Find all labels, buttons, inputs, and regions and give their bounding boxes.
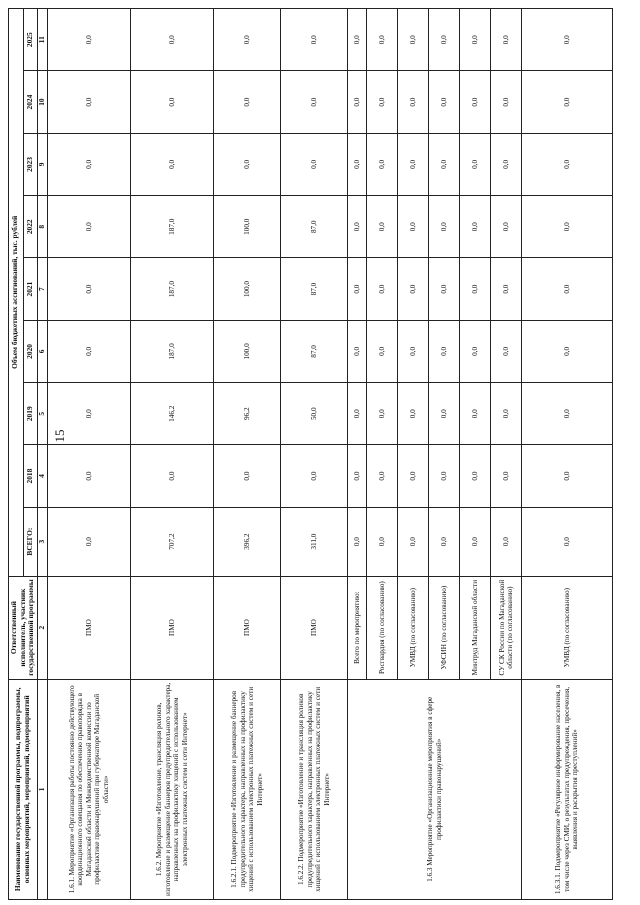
row-responsible: ПМО [48,576,131,679]
column-number: 8 [38,196,48,258]
column-number: 11 [38,9,48,71]
cell-value: 0,0 [281,9,348,71]
cell-total: 0,0 [367,507,398,576]
row-responsible: УМВД (по согласованию) [522,576,613,679]
header-funding: Объем бюджетных ассигнований, тыс. рублей [9,9,24,577]
column-number: 10 [38,71,48,133]
cell-value: 0,0 [131,445,214,507]
cell-value: 0,0 [398,258,429,320]
cell-value: 187,0 [131,196,214,258]
cell-value: 0,0 [429,196,460,258]
cell-value: 0,0 [522,133,613,195]
cell-value: 0,0 [429,9,460,71]
cell-value: 0,0 [522,258,613,320]
cell-total: 707,2 [131,507,214,576]
cell-value: 0,0 [367,258,398,320]
row-responsible: Росгвардия (по согласованию) [367,576,398,679]
rotated-table-container [8,4,608,900]
cell-value: 0,0 [491,383,522,445]
column-number: 7 [38,258,48,320]
row-responsible: Всего по мероприятию: [348,576,367,679]
cell-value: 87,0 [281,320,348,382]
cell-value: 0,0 [398,320,429,382]
cell-value: 0,0 [48,258,131,320]
cell-value: 187,0 [131,258,214,320]
cell-value: 0,0 [348,133,367,195]
cell-value: 0,0 [398,9,429,71]
row-responsible: ПМО [281,576,348,679]
cell-value: 0,0 [348,71,367,133]
header-year: 2024 [23,71,38,133]
page-number: 15 [52,429,67,443]
cell-total: 0,0 [429,507,460,576]
cell-value: 0,0 [131,9,214,71]
cell-value: 0,0 [491,320,522,382]
cell-value: 0,0 [460,71,491,133]
cell-value: 0,0 [48,9,131,71]
header-name: Наименование государственной программы, подпрограммы, основных мероприятий, мероприятий, подмероприятий [9,679,38,899]
cell-total: 0,0 [48,507,131,576]
table-row [522,9,613,900]
cell-value: 0,0 [398,196,429,258]
cell-value: 0,0 [491,258,522,320]
cell-value: 0,0 [429,133,460,195]
cell-value: 0,0 [429,320,460,382]
column-number: 4 [38,445,48,507]
row-name: 1.6.2.1. Подмероприятие «Изготовление и размещение баннеров предупредительного характера, направленных на профилактику хищений с использованием электронных платежных систем и сети Интернет» [214,679,281,899]
cell-value: 0,0 [348,445,367,507]
cell-value: 0,0 [460,196,491,258]
header-year: 2022 [23,196,38,258]
cell-value: 0,0 [214,133,281,195]
column-number: 3 [38,507,48,576]
cell-value: 0,0 [348,9,367,71]
table-row [131,9,214,900]
cell-total: 0,0 [491,507,522,576]
cell-value: 0,0 [48,445,131,507]
cell-value: 87,0 [281,258,348,320]
cell-value: 0,0 [367,320,398,382]
cell-value: 0,0 [367,445,398,507]
cell-value: 0,0 [460,445,491,507]
cell-value: 0,0 [398,71,429,133]
cell-value: 0,0 [48,133,131,195]
column-number: 9 [38,133,48,195]
cell-value: 0,0 [491,445,522,507]
cell-value: 0,0 [281,445,348,507]
cell-value: 0,0 [48,71,131,133]
cell-value: 0,0 [398,445,429,507]
cell-value: 0,0 [131,71,214,133]
row-responsible: ПМО [131,576,214,679]
cell-value: 0,0 [367,196,398,258]
cell-value: 0,0 [522,71,613,133]
cell-value: 0,0 [214,71,281,133]
cell-value: 0,0 [460,133,491,195]
cell-total: 0,0 [460,507,491,576]
header-total: ВСЕГО: [23,507,38,576]
cell-value: 0,0 [429,71,460,133]
cell-value: 100,0 [214,320,281,382]
row-responsible: ПМО [214,576,281,679]
table-row [214,9,281,900]
cell-value: 0,0 [48,320,131,382]
cell-total: 311,0 [281,507,348,576]
column-number-row [38,9,48,900]
cell-value: 0,0 [348,258,367,320]
header-responsible: Ответственный исполнитель, участник государственной программы [9,576,38,679]
cell-value: 0,0 [281,71,348,133]
cell-value: 0,0 [398,133,429,195]
cell-value: 187,0 [131,320,214,382]
cell-value: 0,0 [367,133,398,195]
cell-value: 0,0 [348,383,367,445]
row-name: 1.6.2. Мероприятие «Изготовление, трансляция роликов, изготовление и размещение баннеров предупредительного характера, направленных на профилактику хищений с использованием электронных платежных систем и сети Интернет» [131,679,214,899]
header-row-1 [9,9,24,900]
cell-value: 0,0 [491,196,522,258]
cell-value: 0,0 [460,320,491,382]
column-number: 5 [38,383,48,445]
header-year: 2023 [23,133,38,195]
cell-value: 0,0 [522,9,613,71]
cell-value: 100,0 [214,196,281,258]
cell-total: 396,2 [214,507,281,576]
row-responsible: СУ СК России по Магаданской области (по согласованию) [491,576,522,679]
cell-value: 96,2 [214,383,281,445]
cell-total: 0,0 [522,507,613,576]
cell-value: 0,0 [367,9,398,71]
header-year: 2021 [23,258,38,320]
funding-table [8,8,613,900]
cell-total: 0,0 [348,507,367,576]
cell-value: 0,0 [522,383,613,445]
cell-value: 100,0 [214,258,281,320]
cell-value: 0,0 [398,383,429,445]
cell-value: 0,0 [460,9,491,71]
cell-value: 0,0 [131,133,214,195]
header-year: 2019 [23,383,38,445]
cell-value: 0,0 [281,133,348,195]
cell-value: 0,0 [429,258,460,320]
row-responsible: УМВД (по согласованию) [398,576,429,679]
cell-value: 0,0 [214,9,281,71]
cell-value: 0,0 [491,71,522,133]
header-year: 2025 [23,9,38,71]
row-name: 1.6.3.1. Подмероприятие «Регулярное информирование населения, в том числе через СМИ, о результатах предупреждения, пресечения, выявления и раскрытия преступлений» [522,679,613,899]
row-name: 1.6.1. Мероприятие «Организация работы постоянно действующего координационного совещания по обеспечению правопорядка в Магаданской области и Межведомственной комиссии по профилактике правонарушений при губернаторе Магаданской области» [48,679,131,899]
cell-value: 0,0 [48,196,131,258]
cell-value: 0,0 [522,445,613,507]
table-row [281,9,348,900]
cell-value: 0,0 [460,258,491,320]
column-number: 6 [38,320,48,382]
cell-value: 0,0 [522,320,613,382]
cell-value: 0,0 [348,320,367,382]
column-number: 2 [38,576,48,679]
cell-value: 146,2 [131,383,214,445]
column-number: 1 [38,679,48,899]
cell-value: 0,0 [491,133,522,195]
row-name: 1.6.2.2. Подмероприятие «Изготовление и трансляция роликов предупредительного характера, направленных на профилактику хищений с использованием электронных платежных систем и сети Интернет» [281,679,348,899]
cell-value: 0,0 [429,383,460,445]
cell-value: 0,0 [48,383,131,445]
header-year: 2020 [23,320,38,382]
cell-value: 0,0 [522,196,613,258]
table-row [48,9,131,900]
cell-value: 0,0 [460,383,491,445]
cell-value: 0,0 [367,383,398,445]
row-name: 1.6.3 Мероприятие «Организационные мероприятия в сфере профилактики правонарушений» [348,679,522,899]
cell-value: 0,0 [429,445,460,507]
row-responsible: УФСИН (по согласованию) [429,576,460,679]
cell-value: 50,0 [281,383,348,445]
table-row [348,9,367,900]
header-year: 2018 [23,445,38,507]
row-responsible: Минтруд Магаданской области [460,576,491,679]
cell-total: 0,0 [398,507,429,576]
cell-value: 87,0 [281,196,348,258]
cell-value: 0,0 [367,71,398,133]
cell-value: 0,0 [491,9,522,71]
cell-value: 0,0 [348,196,367,258]
cell-value: 0,0 [214,445,281,507]
